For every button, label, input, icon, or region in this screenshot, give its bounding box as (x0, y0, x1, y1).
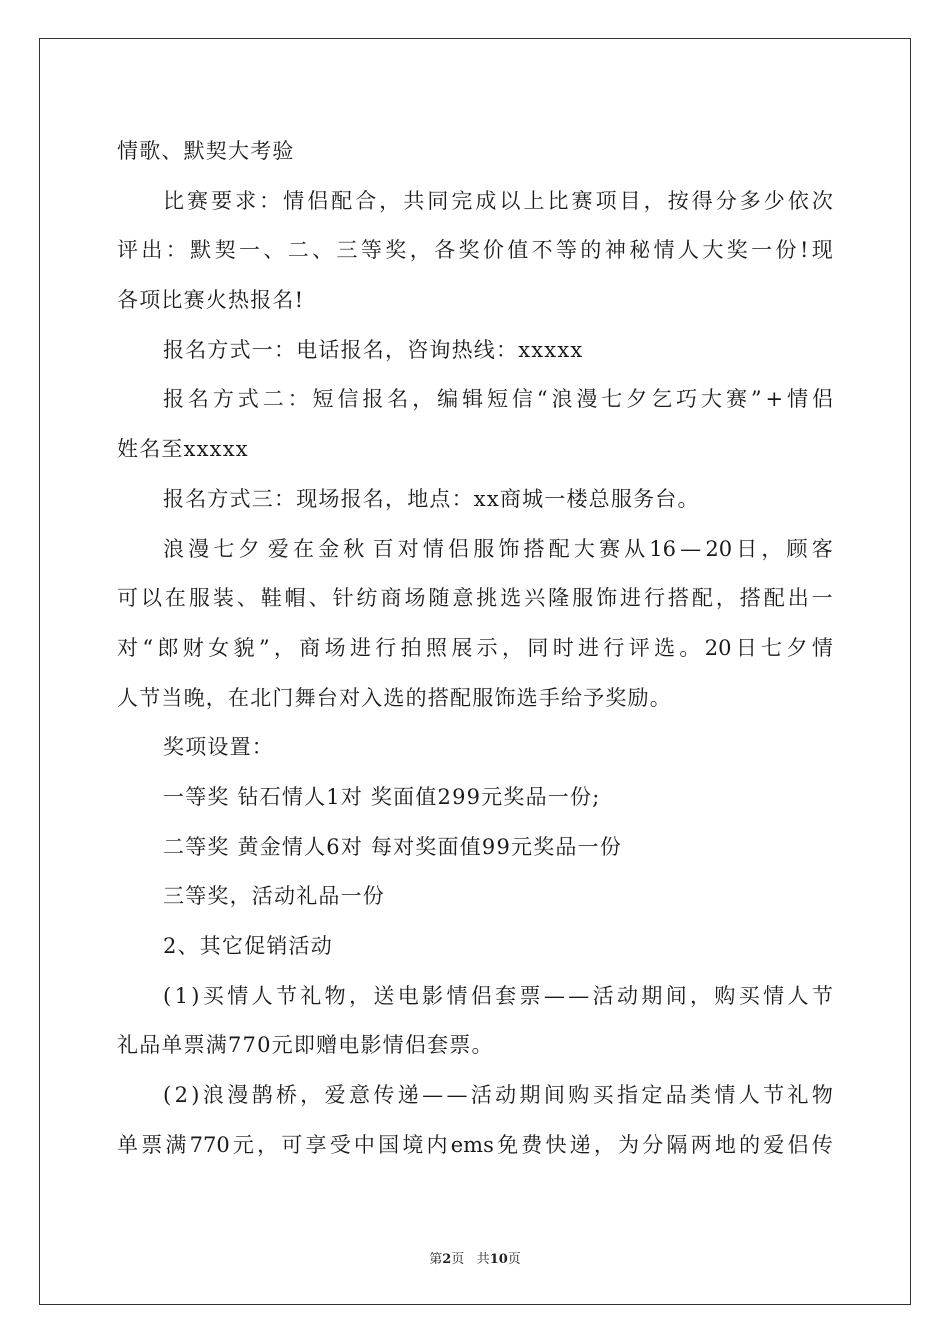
text-line: 奖项设置： (163, 735, 274, 760)
text-line: 三等奖，活动礼品一份 (163, 884, 385, 909)
text-line: ( 2 ) 浪 漫 鹊 桥 ， 爱 意 传 递 — — 活 动 期 间 购 买 指 定 品 类 情 人 节 礼 物 (163, 1083, 833, 1108)
text-line: 人节当晚，在北门舞台对入选的搭配服饰选手给予奖励。 (117, 685, 672, 710)
text-line: 2、其它促销活动 (163, 934, 333, 958)
current-page-number: 2 (442, 1252, 452, 1267)
text-line: 比 赛 要 求 ： 情 侣 配 合 ， 共 同 完 成 以 上 比 赛 项 目 ， 按 得 分 多 少 依 次 (163, 188, 833, 213)
footer-page-unit: 页 (451, 1252, 465, 1267)
page-footer (0, 1248, 950, 1267)
text-line: 评 出 ： 默 契 一 、 二 、 三 等 奖 ， 各 奖 价 值 不 等 的 神 秘 情 人 大 奖 一 份 ! 现 (117, 238, 833, 263)
text-line: 各项比赛火热报名! (117, 288, 305, 313)
text-line: 礼品单票满770元即赠电影情侣套票。 (117, 1033, 494, 1058)
footer-prefix: 第 (429, 1252, 443, 1267)
text-line: 报名方式一：电话报名，咨询热线：xxxxx (163, 337, 584, 362)
text-line: 浪 漫 七 夕 爱 在 金 秋 百 对 情 侣 服 饰 搭 配 大 赛 从 16 — 20 日 ， 顾 客 (163, 536, 833, 561)
text-line: 报 名 方 式 二 ： 短 信 报 名 ， 编 辑 短 信 “ 浪 漫 七 夕 乞 巧 大 赛 ” + 情 侣 (163, 387, 833, 412)
text-line: 情歌、默契大考验 (117, 139, 295, 163)
text-line: 二等奖 黄金情人6对 每对奖面值99元奖品一份 (163, 834, 623, 859)
text-line: 可 以 在 服 装 、 鞋 帽 、 针 纺 商 场 随 意 挑 选 兴 隆 服 饰 进 行 搭 配 ， 搭 配 出 一 (117, 586, 833, 611)
text-line: 对 “ 郎 财 女 貌 ” ， 商 场 进 行 拍 照 展 示 ， 同 时 进 行 评 选 。 20 日 七 夕 情 (117, 635, 833, 660)
footer-total-prefix: 共 (476, 1252, 490, 1267)
text-line: 一等奖 钻石情人1对 奖面值299元奖品一份; (163, 784, 601, 809)
text-line: 姓名至xxxxx (117, 437, 249, 462)
text-line: 报名方式三：现场报名，地点：xx商城一楼总服务台。 (163, 486, 700, 511)
total-pages-number: 10 (489, 1252, 508, 1267)
text-line: 单 票 满 770 元 ， 可 享 受 中 国 境 内 ems 免 费 快 递 ， 为 分 隔 两 地 的 爱 侣 传 (117, 1132, 833, 1157)
text-line: ( 1 ) 买 情 人 节 礼 物 ， 送 电 影 情 侣 套 票 — — 活 动 期 间 ， 购 买 情 人 节 (163, 983, 833, 1008)
footer-total-unit: 页 (507, 1252, 521, 1267)
document-body (117, 127, 833, 1170)
